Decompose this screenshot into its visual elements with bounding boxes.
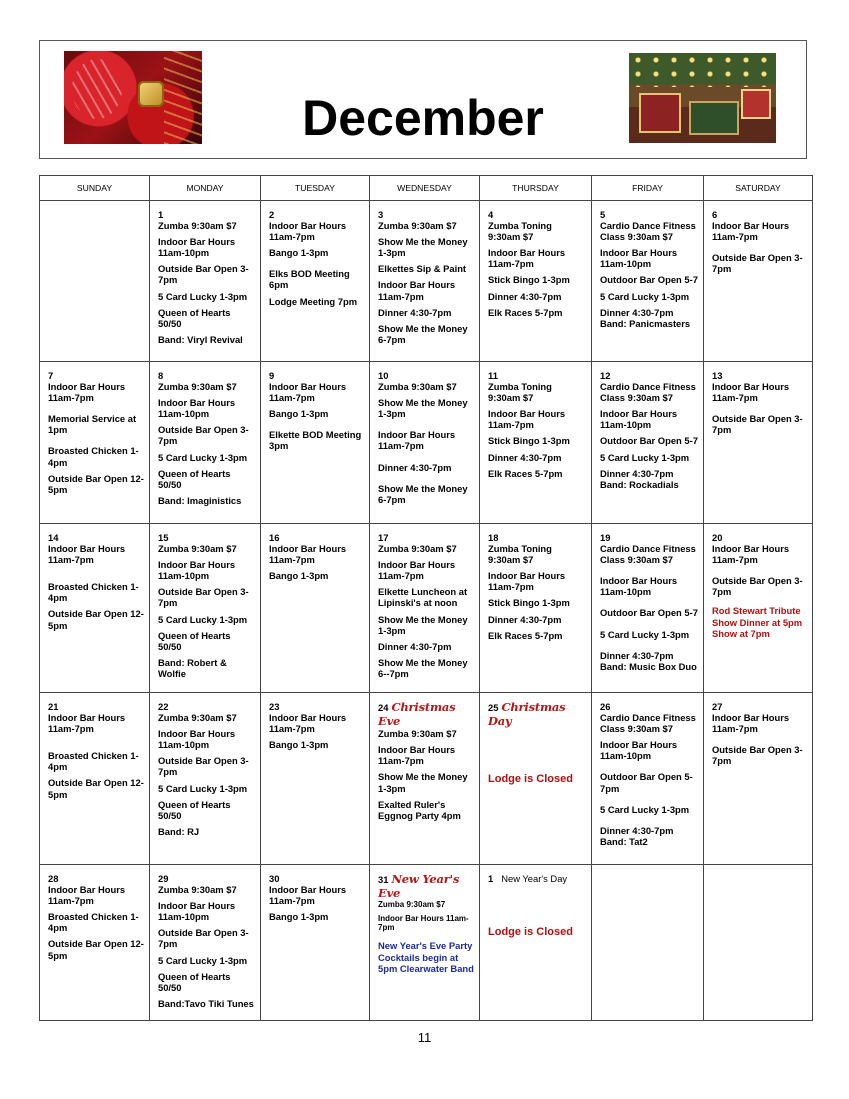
day-number: 21 [48, 701, 59, 712]
event-text: Band: Imaginistics [158, 494, 242, 506]
weekday-header-thursday: THURSDAY [480, 176, 592, 201]
event-text: Broasted Chicken 1-4pm [48, 911, 139, 934]
event-text: Indoor Bar Hours 11am-10pm [600, 575, 678, 598]
week-row [40, 865, 813, 1021]
day-number: 3 [378, 209, 384, 220]
day-number: 30 [269, 873, 280, 884]
event-text: Cardio Dance Fitness Class 9:30am $7 [600, 220, 696, 243]
event-text: Zumba 9:30am $7 [158, 381, 237, 393]
day-cell [40, 524, 150, 693]
event-text: Dinner 4:30-7pm [488, 451, 562, 463]
event-text: Indoor Bar Hours 11am-7pm [378, 279, 456, 302]
event-text: Dinner 4:30-7pm Band: Music Box Duo [600, 649, 697, 672]
event-text: Zumba 9:30am $7 [378, 543, 457, 555]
event-text: Outside Bar Open 12-5pm [48, 608, 144, 631]
day-number: 14 [48, 532, 59, 543]
event-text: Dinner 4:30-7pm [378, 461, 452, 473]
event-text: Queen of Hearts 50/50 [158, 970, 231, 993]
day-cell [480, 865, 592, 1021]
week-row [40, 362, 813, 524]
day-cell [261, 524, 370, 693]
event-text: Indoor Bar Hours 11am-7pm [269, 543, 347, 566]
event-text: Zumba 9:30am $7 [158, 220, 237, 232]
event-text: Band: Robert & Wolfie [158, 656, 227, 679]
event-text: Zumba 9:30am $7 [378, 220, 457, 232]
day-cell [370, 201, 480, 362]
event-text: Dinner 4:30-7pm [488, 613, 562, 625]
closed-notice: Lodge is Closed [488, 773, 573, 786]
event-text: Dinner 4:30-7pm Band: Tat2 [600, 824, 674, 847]
calendar-header [39, 40, 807, 159]
day-number: 7 [48, 370, 54, 381]
event-text: Indoor Bar Hours 11am-7pm [48, 884, 126, 907]
event-text: 5 Card Lucky 1-3pm [158, 782, 248, 794]
event-text: Indoor Bar Hours 11am-7pm [488, 408, 566, 431]
day-cell [40, 362, 150, 524]
event-text: Dinner 4:30-7pm [378, 640, 452, 652]
weekday-header-sunday: SUNDAY [40, 176, 150, 201]
event-text: Elk Races 5-7pm [488, 467, 563, 479]
event-text: Exalted Ruler's Eggnog Party 4pm [378, 798, 461, 821]
day-number: 9 [269, 370, 275, 381]
event-text: Indoor Bar Hours 11am-7pm [378, 429, 456, 452]
day-number: 16 [269, 532, 280, 543]
day-cell [150, 524, 261, 693]
day-cell [150, 362, 261, 524]
event-text: Indoor Bar Hours 11am-7pm [269, 712, 347, 735]
event-text: Zumba Toning 9:30am $7 [488, 381, 552, 404]
event-text: Outside Bar Open 3-7pm [712, 575, 803, 598]
day-number: 18 [488, 532, 499, 543]
day-number: 5 [600, 209, 606, 220]
day-cell [40, 693, 150, 865]
event-text: Show Me the Money 1-3pm [378, 397, 468, 420]
event-text: Outside Bar Open 12-5pm [48, 777, 144, 800]
event-text: Bango 1-3pm [269, 408, 329, 420]
day-number: 1 [158, 209, 164, 220]
event-text: Dinner 4:30-7pm [488, 290, 562, 302]
event-text: Outside Bar Open 3-7pm [158, 586, 249, 609]
event-text: Queen of Hearts 50/50 [158, 798, 231, 821]
event-text: Dinner 4:30-7pm [378, 306, 452, 318]
event-text: Indoor Bar Hours 11am-7pm [378, 744, 456, 767]
event-text: Dinner 4:30-7pm Band: Panicmasters [600, 306, 691, 329]
day-number: 8 [158, 370, 164, 381]
day-cell [592, 362, 704, 524]
event-text: Bango 1-3pm [269, 570, 329, 582]
weekday-header-tuesday: TUESDAY [261, 176, 370, 201]
week-row [40, 693, 813, 865]
day-cell [704, 201, 813, 362]
day-cell [704, 524, 813, 693]
holiday-label: Christmas Eve [378, 700, 456, 728]
event-text: 5 Card Lucky 1-3pm [600, 628, 690, 640]
event-text: Broasted Chicken 1-4pm [48, 750, 139, 773]
special-event-text: New Year's Eve Party Cocktails begin at 5pm Clearwater Band [378, 940, 474, 974]
holiday-label: New Year's Eve [378, 872, 460, 900]
day-cell [370, 362, 480, 524]
event-text: Band:Tavo Tiki Tunes [158, 997, 254, 1009]
day-number: 11 [488, 370, 498, 381]
event-text: Band: Viryl Revival [158, 333, 243, 345]
week-row [40, 524, 813, 693]
day-number: 31 New Year's Eve [378, 872, 460, 900]
day-number: 13 [712, 370, 723, 381]
day-number: 27 [712, 701, 723, 712]
event-text: Zumba 9:30am $7 [158, 712, 237, 724]
event-text: Indoor Bar Hours 11am-10pm [158, 236, 236, 259]
event-text: Indoor Bar Hours 11am-7pm [712, 712, 790, 735]
day-cell [480, 201, 592, 362]
day-cell [480, 362, 592, 524]
day-number: 10 [378, 370, 389, 381]
day-cell [592, 524, 704, 693]
holiday-label: New Year's Day [501, 873, 568, 884]
event-text: Dinner 4:30-7pm Band: Rockadials [600, 467, 679, 490]
event-text: Cardio Dance Fitness Class 9:30am $7 [600, 543, 696, 566]
event-text: Indoor Bar Hours 11am-10pm [158, 397, 236, 420]
event-text: 5 Card Lucky 1-3pm [600, 451, 690, 463]
holiday-label: Christmas Day [488, 700, 566, 728]
event-text: Show Me the Money 6--7pm [378, 656, 468, 679]
event-text: Indoor Bar Hours 11am-7pm [488, 570, 566, 593]
day-number: 15 [158, 532, 169, 543]
event-text: Outside Bar Open 3-7pm [712, 413, 803, 436]
closed-notice: Lodge is Closed [488, 926, 573, 939]
day-cell [370, 693, 480, 865]
event-text: Queen of Hearts 50/50 [158, 306, 231, 329]
event-text: Show Me the Money 1-3pm [378, 236, 468, 259]
event-text: Bango 1-3pm [269, 911, 329, 923]
event-text: Indoor Bar Hours 11am-7pm [269, 220, 347, 243]
event-text: Show Me the Money 1-3pm [378, 613, 468, 636]
day-cell [261, 201, 370, 362]
day-cell [592, 693, 704, 865]
event-text: Indoor Bar Hours 11am-7pm [712, 220, 790, 243]
event-text: Zumba Toning 9:30am $7 [488, 220, 552, 243]
event-text: Outdoor Bar Open 5-7pm [600, 771, 693, 794]
event-text: Show Me the Money 1-3pm [378, 771, 468, 794]
day-cell [704, 865, 813, 1021]
day-number: 20 [712, 532, 723, 543]
day-number: 29 [158, 873, 169, 884]
day-number: 24 Christmas Eve [378, 700, 456, 728]
day-cell [704, 693, 813, 865]
event-text: Outdoor Bar Open 5-7 [600, 435, 698, 447]
event-text: 5 Card Lucky 1-3pm [600, 290, 690, 302]
event-text: Indoor Bar Hours 11am-10pm [600, 247, 678, 270]
day-number: 19 [600, 532, 611, 543]
event-text: Outdoor Bar Open 5-7 [600, 607, 698, 619]
day-cell [261, 693, 370, 865]
day-cell [40, 201, 150, 362]
event-text: 5 Card Lucky 1-3pm [158, 451, 248, 463]
event-text: Zumba 9:30am $7 [158, 884, 237, 896]
week-row [40, 201, 813, 362]
event-text: Indoor Bar Hours 11am-7pm [269, 884, 347, 907]
event-text: Show Me the Money 6-7pm [378, 482, 468, 505]
event-text: 5 Card Lucky 1-3pm [158, 954, 248, 966]
event-text: Cardio Dance Fitness Class 9:30am $7 [600, 712, 696, 735]
event-text: Indoor Bar Hours 11am-7pm [48, 712, 126, 735]
event-text: Broasted Chicken 1-4pm [48, 445, 139, 468]
event-text: Elkette Luncheon at Lipinski's at noon [378, 586, 468, 609]
event-text: Outside Bar Open 3-7pm [158, 927, 249, 950]
event-text: Indoor Bar Hours 11am-7pm [269, 381, 347, 404]
event-text: Elk Races 5-7pm [488, 306, 563, 318]
day-number: 17 [378, 532, 389, 543]
event-text: Outside Bar Open 3-7pm [158, 755, 249, 778]
event-text: Bango 1-3pm [269, 247, 329, 259]
event-text: Memorial Service at 1pm [48, 413, 137, 436]
day-cell [592, 201, 704, 362]
event-text: Indoor Bar Hours 11am-7pm [712, 543, 790, 566]
weekday-header-friday: FRIDAY [592, 176, 704, 201]
event-text: Cardio Dance Fitness Class 9:30am $7 [600, 381, 696, 404]
event-text: Indoor Bar Hours 11am-7pm [48, 543, 126, 566]
event-text: 5 Card Lucky 1-3pm [600, 803, 690, 815]
day-cell [261, 362, 370, 524]
day-number: 23 [269, 701, 280, 712]
event-text: Stick Bingo 1-3pm [488, 435, 570, 447]
day-number: 22 [158, 701, 169, 712]
day-number: 2 [269, 209, 275, 220]
event-text: Bango 1-3pm [269, 739, 329, 751]
event-text: Stick Bingo 1-3pm [488, 597, 570, 609]
month-title: December [302, 90, 544, 146]
event-text: Stick Bingo 1-3pm [488, 274, 570, 286]
day-cell [40, 865, 150, 1021]
event-text: Outside Bar Open 3-7pm [158, 263, 249, 286]
calendar-grid [39, 175, 813, 1021]
event-text: Zumba 9:30am $7 [378, 381, 457, 393]
event-text: Band: RJ [158, 825, 200, 837]
event-text: Zumba 9:30am $7 [378, 728, 457, 740]
day-cell [150, 865, 261, 1021]
day-number: 26 [600, 701, 611, 712]
event-text: Indoor Bar Hours 11am-7pm [48, 381, 126, 404]
event-text: Queen of Hearts 50/50 [158, 467, 231, 490]
event-text: Indoor Bar Hours 11am-10pm [158, 900, 236, 923]
day-cell [370, 524, 480, 693]
event-text: Outside Bar Open 3-7pm [158, 424, 249, 447]
event-text: Indoor Bar Hours 11am-7pm [378, 913, 469, 932]
day-cell [261, 865, 370, 1021]
event-text: Indoor Bar Hours 11am-10pm [600, 739, 678, 762]
weekday-header-row [40, 176, 813, 201]
event-text: Elkette BOD Meeting 3pm [269, 429, 362, 452]
event-text: Broasted Chicken 1-4pm [48, 581, 139, 604]
event-text: Indoor Bar Hours 11am-7pm [712, 381, 790, 404]
weekday-header-wednesday: WEDNESDAY [370, 176, 480, 201]
event-text: Outside Bar Open 12-5pm [48, 938, 144, 961]
day-number: 25 Christmas Day [488, 700, 566, 728]
event-text: Elkettes Sip & Paint [378, 263, 467, 275]
event-text: Zumba 9:30am $7 [158, 543, 237, 555]
day-cell [480, 693, 592, 865]
event-text: Outside Bar Open 12-5pm [48, 472, 144, 495]
event-text: Indoor Bar Hours 11am-10pm [158, 559, 236, 582]
day-cell [704, 362, 813, 524]
day-number: 28 [48, 873, 59, 884]
page-number: 11 [417, 1030, 432, 1045]
event-text: Lodge Meeting 7pm [269, 295, 358, 307]
event-text: Indoor Bar Hours 11am-7pm [488, 247, 566, 270]
day-cell [480, 524, 592, 693]
christmas-presents-image [629, 53, 776, 143]
event-text: Outside Bar Open 3-7pm [712, 744, 803, 767]
event-text: Indoor Bar Hours 11am-10pm [600, 408, 678, 431]
day-number: 12 [600, 370, 611, 381]
day-cell [592, 865, 704, 1021]
event-text: Indoor Bar Hours 11am-10pm [158, 728, 236, 751]
event-text: 5 Card Lucky 1-3pm [158, 290, 248, 302]
event-text: 5 Card Lucky 1-3pm [158, 613, 248, 625]
event-text: Queen of Hearts 50/50 [158, 629, 231, 652]
event-text: Zumba 9:30am $7 [378, 900, 446, 910]
event-text: Indoor Bar Hours 11am-7pm [378, 559, 456, 582]
day-cell [150, 693, 261, 865]
day-number: 1 New Year's Day [488, 873, 568, 884]
day-number: 6 [712, 209, 718, 220]
special-event-text: Rod Stewart Tribute Show Dinner at 5pm Show at 7pm [712, 605, 803, 639]
day-cell [150, 201, 261, 362]
event-text: Elks BOD Meeting 6pm [269, 268, 350, 291]
event-text: Show Me the Money 6-7pm [378, 322, 468, 345]
event-text: Zumba Toning 9:30am $7 [488, 543, 552, 566]
day-number: 4 [488, 209, 494, 220]
weekday-header-saturday: SATURDAY [704, 176, 813, 201]
event-text: Outdoor Bar Open 5-7 [600, 274, 698, 286]
event-text: Elk Races 5-7pm [488, 629, 563, 641]
day-cell [370, 865, 480, 1021]
weekday-header-monday: MONDAY [150, 176, 261, 201]
event-text: Outside Bar Open 3-7pm [712, 252, 803, 275]
